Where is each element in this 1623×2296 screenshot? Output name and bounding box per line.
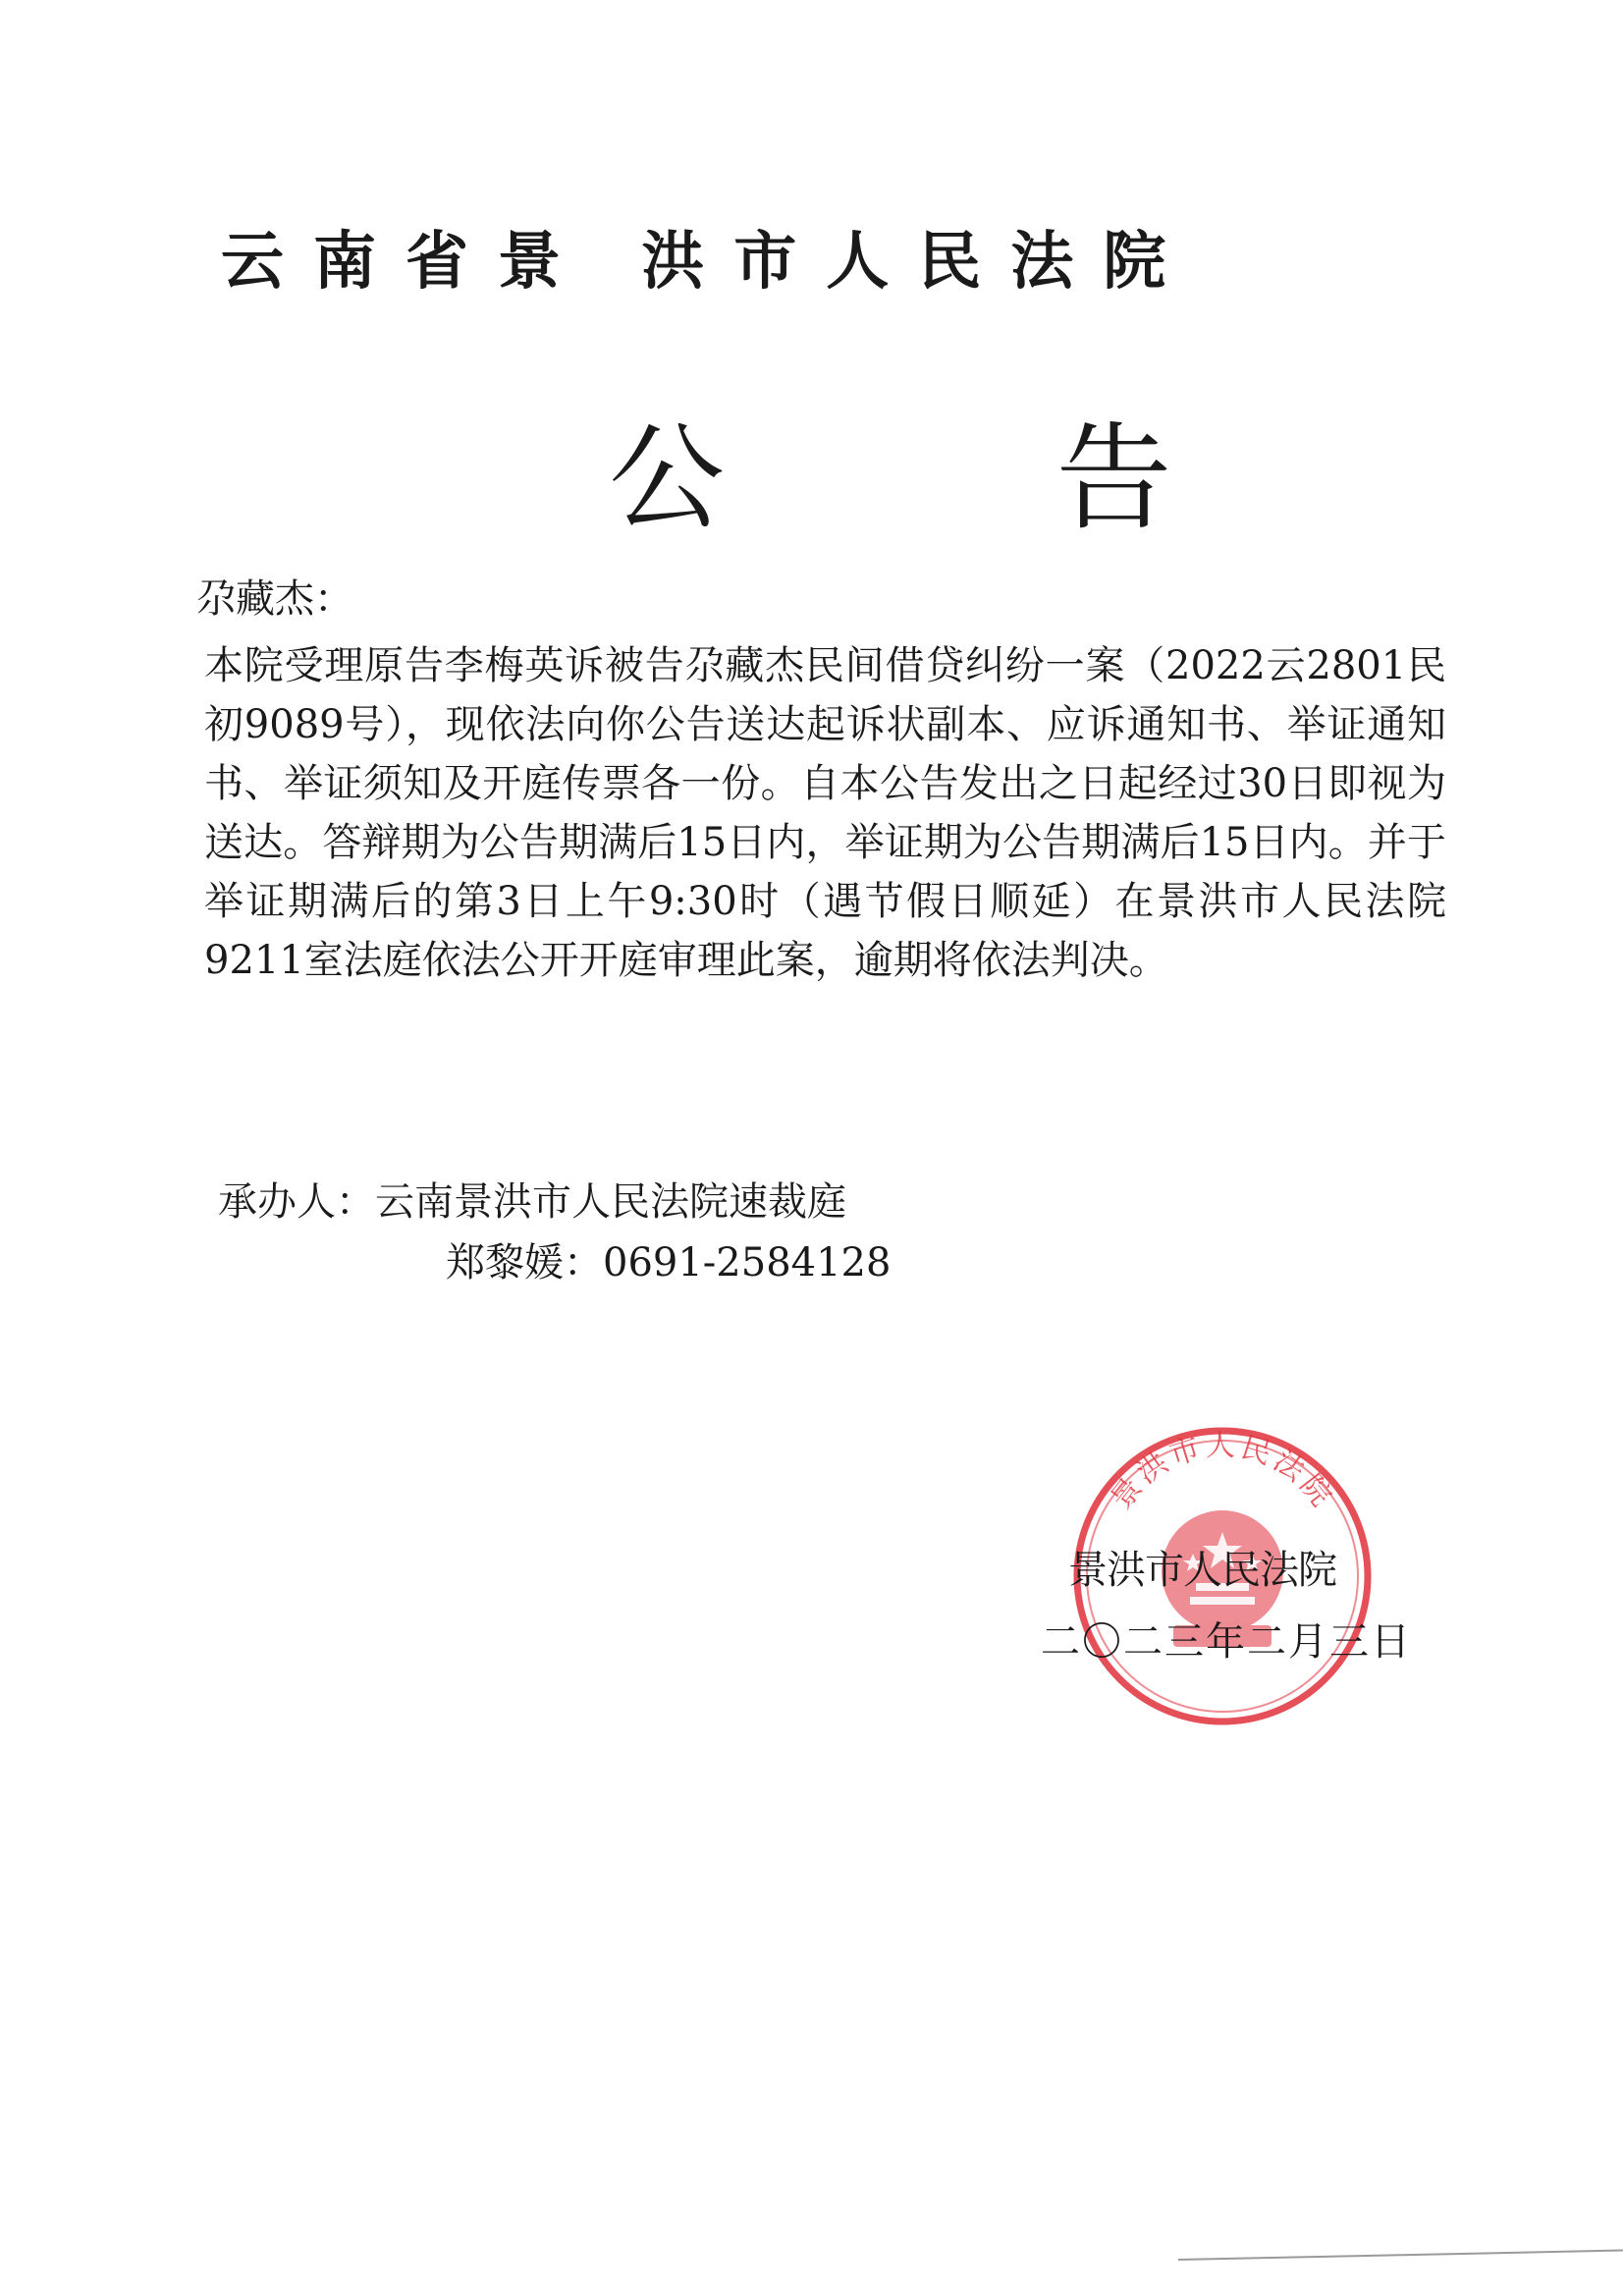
contact-line: 郑黎媛：0691-2584128 (446, 1240, 892, 1285)
scan-edge-line (1178, 2250, 1623, 2261)
notice-body (204, 577, 1446, 990)
handler-info (218, 1172, 891, 1293)
signature-date: 二〇二三年二月三日 (1041, 1619, 1412, 1665)
signature-court-name: 景洪市人民法院 (1068, 1548, 1336, 1593)
notice-body-text: 本院受理原告李梅英诉被告尕藏杰民间借贷纠纷一案（2022云2801民初9089号），现依法向你公告送达起诉状副本、应诉通知书、举证通知书、举证须知及开庭传票各一份。自本公告发出之日起经过30日即视为送达。答辩期为公告期满后15日内，举证期为公告期满后15日内。并于举证期满后的第3日上午9:30时（遇节假日顺延）在景洪市人民法院9211室法庭依法公开开庭审理此案，逾期将依法判决。 (204, 643, 1446, 983)
handler-line: 承办人：云南景洪市人民法院速裁庭 (218, 1179, 846, 1225)
seal-arc-text: 景洪市人民法院 (1104, 1428, 1341, 1516)
court-name-title: 云南省景 洪市人民法院 (221, 226, 1196, 299)
document-title: 公 告 (609, 410, 1320, 546)
addressee: 尕藏杰： (196, 576, 353, 622)
svg-text:景洪市人民法院 (1105, 1429, 1341, 1516)
